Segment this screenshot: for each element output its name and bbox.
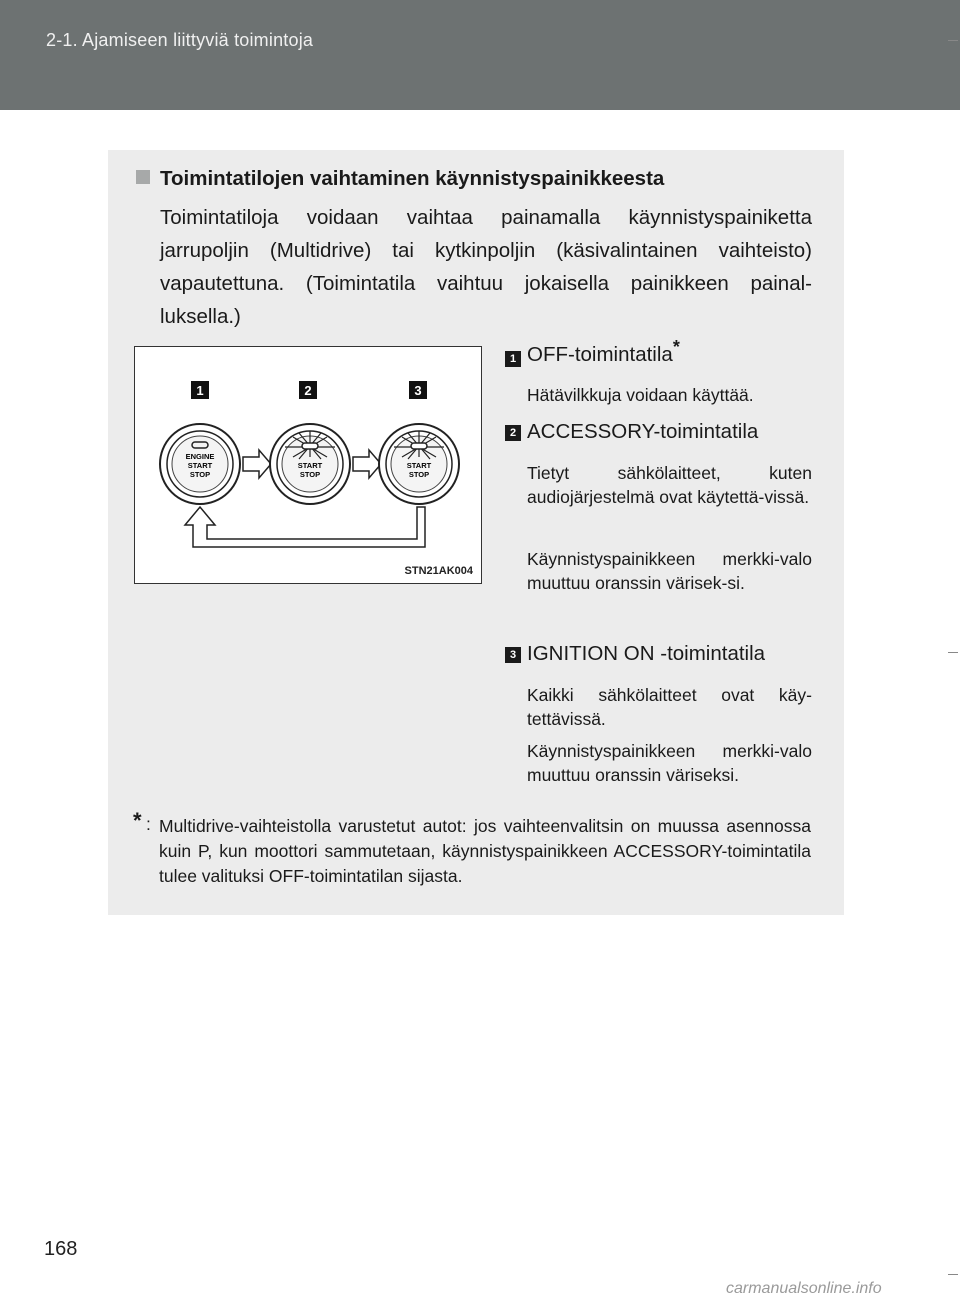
start-text: START — [406, 461, 432, 470]
page-header — [0, 0, 960, 110]
figure-code: STN21AK004 — [404, 565, 473, 577]
crop-mark — [948, 40, 958, 41]
watermark: carmanualsonline.info — [726, 1280, 882, 1297]
mode-description: Käynnistyspainikkeen merkki-valo muuttuu oranssin värisek-si. — [527, 549, 812, 593]
return-arrow-icon — [185, 507, 425, 547]
arrow-right-icon — [353, 450, 381, 478]
footnote-asterisk: * — [133, 808, 142, 833]
start-text: START — [297, 461, 323, 470]
mode-number-badge: 1 — [505, 351, 521, 367]
stop-text: STOP — [408, 470, 430, 479]
mode-description: Kaikki sähkölaitteet ovat käy-tettävissä. — [527, 685, 812, 729]
mode-number-badge: 2 — [505, 425, 521, 441]
figure-label-2: 2 — [304, 383, 312, 398]
section-heading: Toimintatilojen vaihtaminen käynnistyspainikkeesta — [160, 167, 665, 190]
heading-bullet-icon — [136, 170, 150, 184]
start-button-accessory-icon — [270, 424, 350, 504]
footnote-text: Multidrive-vaihteistolla varustetut autot: jos vaihteenvalitsin on muussa asennossa kuin P, kun moottori sammutetaan, käynnistyspainikkeen ACCESSORY-toimintatila tulee valituksi OFF-toimintatilan sijasta. — [159, 816, 811, 886]
page-number: 168 — [44, 1238, 78, 1260]
stop-text: STOP — [189, 470, 211, 479]
footnote-colon: : — [146, 814, 151, 834]
figure-illustration — [135, 347, 481, 583]
start-button-ignition-on-icon — [379, 424, 459, 504]
figure-label-1: 1 — [196, 383, 204, 398]
mode-title: OFF-toimintatila* — [527, 337, 680, 366]
asterisk-mark: * — [672, 337, 680, 358]
start-button-off-icon — [160, 424, 240, 504]
mode-description: Tietyt sähkölaitteet, kuten audiojärjestelmä ovat käytettä-vissä. — [527, 463, 812, 507]
mode-description: Käynnistyspainikkeen merkki-valo muuttuu oranssin väriseksi. — [527, 741, 812, 785]
mode-description: Hätävilkkuja voidaan käyttää. — [527, 385, 754, 405]
stop-text: STOP — [299, 470, 321, 479]
crop-mark — [948, 652, 958, 653]
crop-mark — [948, 1274, 958, 1275]
mode-title: ACCESSORY-toimintatila — [527, 420, 759, 443]
engine-text: ENGINE — [185, 452, 215, 461]
arrow-right-icon — [243, 450, 271, 478]
start-text: START — [187, 461, 213, 470]
start-button-figure — [134, 346, 482, 584]
figure-label-3: 3 — [414, 383, 422, 398]
header-section-title: 2-1. Ajamiseen liittyviä toimintoja — [46, 30, 314, 50]
mode-number-badge: 3 — [505, 647, 521, 663]
mode-title: IGNITION ON -toimintatila — [527, 642, 766, 665]
intro-paragraph: Toimintatiloja voidaan vaihtaa painamalla käynnistyspainiketta jarrupoljin (Multidrive) tai kytkinpoljin (käsivalintainen vaihteisto) vapautettuna. (Toimintatila vaihtuu jokaisella painikkeen painal-luksella.) — [160, 206, 812, 328]
